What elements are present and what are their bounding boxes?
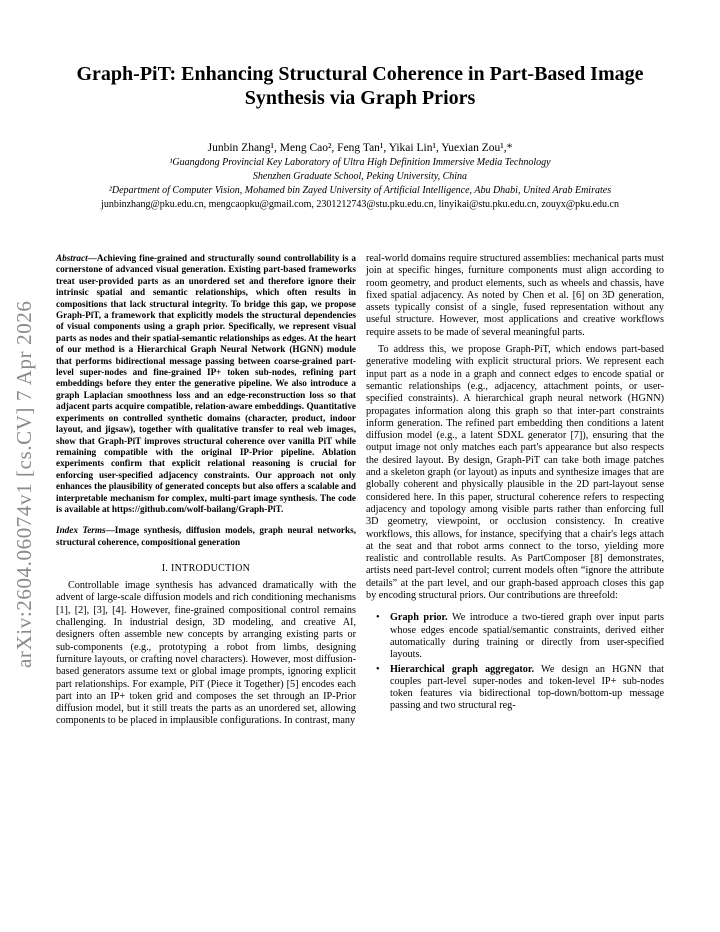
contribution-item-2: [366, 664, 664, 713]
intro-paragraph-2: real-world domains require structured assemblies: mechanical parts must join at specific hinges, furniture components must align according to room geometry, and product elements, such as wheels and chassis, have fixed spatial adjacency. As noted by Chen et al. [6] on 3D generation, assets typically consist of a single, fused representation without any useful structure. However, most applications and creative workflows require assets to be made of several meaningful parts.: [366, 253, 664, 338]
index-terms-text: —Image synthesis, diffusion models, graph neural networks, structural coherence, compositional generation: [56, 525, 356, 547]
intro-paragraph-3: To address this, we propose Graph-PiT, which endows part-based generative modeling with explicit structural priors. We represent each input part as a node in a graph and connect edges to encode spatial or semantic relationships (e.g., adjacency, attachment points, or user-specified constraints). A hierarchical graph neural network (HGNN) propagates information along this graph so that inter-part constraints inform generation. The refined part embedding then conditions a latent diffusion model (e.g., a latent SDXL generator [7]), ensuring that the output image not only matches each part's appearance but also respects the desired layout. By design, Graph-PiT can take both image patches and a skeleton graph (or layout) as inputs and synthesize images that are globally coherent and physically plausible in the 2D part-layout sense considered here. In this paper, structural coherence refers to respecting adjacency and topology among visible parts rather than enforcing full 3D geometry, viewpoint, or occlusion consistency. In creative workflows, this allows, for instance, specifying that a chair's legs attach at the seat and that robot arms connect to the torso, yielding more realistic and controllable results. As PartComposer [8] demonstrates, artists need part-level control; current models often “ignore the attribute details” at the part level, and our graph-based approach closes this gap by encoding structural priors. Our contributions are threefold:: [366, 344, 664, 602]
author-list: Junbin Zhang¹, Meng Cao², Feng Tan¹, Yikai Lin¹, Yuexian Zou¹,*: [207, 142, 513, 154]
contribution-2-text: We design an HGNN that couples part-level super-nodes and token-level IP+ sub-nodes token features via bidirectional top-down/bottom-up message passing and two structural reg-: [390, 663, 664, 712]
abstract: [56, 253, 356, 515]
contribution-1-heading: Graph prior.: [390, 612, 448, 624]
contribution-1-text: We introduce a two-tiered graph over input parts whose edges encode spatial/semantic constraints, derived either automatically during training or directly from user-specified layouts.: [390, 612, 664, 661]
affiliation-2: ²Department of Computer Vision, Mohamed bin Zayed University of Artificial Intelligence, Abu Dhabi, United Arab Emirates: [108, 185, 612, 196]
right-column: [366, 253, 664, 715]
affiliation-1: ¹Guangdong Provincial Key Laboratory of Ultra High Definition Immersive Media Technology: [169, 157, 551, 168]
bullet-icon: •: [376, 612, 380, 624]
contributions-list: [366, 612, 664, 712]
contribution-item-1: [366, 612, 664, 661]
affiliation-1-school: Shenzhen Graduate School, Peking University, China: [252, 171, 468, 182]
index-terms-label: Index Terms: [56, 525, 106, 536]
author-emails: junbinzhang@pku.edu.cn, mengcaopku@gmail.com, 2301212743@stu.pku.edu.cn, linyikai@stu.pku.edu.cn, zouyx@pku.edu.cn: [101, 199, 619, 210]
section-heading-introduction: I. INTRODUCTION: [161, 563, 251, 575]
abstract-label: Abstract: [56, 253, 88, 263]
paper-title: [40, 62, 680, 110]
left-column: [56, 253, 356, 728]
arxiv-identifier-stamp: arXiv:2604.06074v1 [cs.CV] 7 Apr 2026: [12, 300, 36, 668]
intro-paragraph-1: Controllable image synthesis has advanced dramatically with the advent of large-scale diffusion models and rich conditioning mechanisms [1], [2], [3], [4]. However, fine-grained compositional control remains challenging. In industrial design, 3D modeling, and creative AI, designers often assemble new concepts by arranging existing parts or sub-components (e.g., prototyping a robot from limbs, designing furniture layouts, or crafting novel characters). However, most diffusion-based generators assume text or global image prompts, ignoring explicit part relationships. For example, PiT (Piece it Together) [5] encodes each part into an IP+ token grid and composes the set through an IP-Prior diffusion model, but it still treats the parts as an unordered set, allowing components to be placed in implausible configurations. In contrast, many: [56, 580, 356, 727]
paper-title-line-2: Synthesis via Graph Priors: [244, 87, 476, 109]
index-terms: [56, 525, 356, 548]
abstract-text: —Achieving fine-grained and structurally sound controllability is a cornerstone of advanced visual generation. Existing part-based frameworks treat user-provided parts as an unordered set and therefore ignore their intrinsic spatial and semantic relationships, which often results in compositions that lack structural integrity. To bridge this gap, we propose Graph-PiT, a framework that explicitly models the structural dependencies of visual components using a graph prior. Specifically, we represent visual parts as nodes and their spatial-semantic relationships as edges. At the heart of our method is a Hierarchical Graph Neural Network (HGNN) module that performs bidirectional message passing between coarse-grained part-level super-nodes and fine-grained IP+ token sub-nodes, refining part embeddings before they enter the generative pipeline. We also introduce a graph Laplacian smoothness loss and an edge-reconstruction loss so that adjacent parts acquire compatible, relation-aware embeddings. Quantitative experiments on controlled synthetic domains (character, product, indoor layout, and jigsaw), together with qualitative transfer to real web images, show that Graph-PiT improves structural coherence over vanilla PiT while remaining compatible with the original IP-Prior pipeline. Ablation experiments confirm that explicit relational reasoning is crucial for enforcing user-specified adjacency constraints. Our approach not only enhances the plausibility of generated concepts but also offers a scalable and interpretable mechanism for complex, multi-part image synthesis. The code is available at https://github.com/wolf-bailang/Graph-PiT.: [56, 253, 356, 514]
paper-title-line-1: Graph-PiT: Enhancing Structural Coherence in Part-Based Image: [76, 63, 644, 85]
bullet-icon: •: [376, 663, 380, 675]
contribution-2-heading: Hierarchical graph aggregator.: [390, 663, 535, 675]
